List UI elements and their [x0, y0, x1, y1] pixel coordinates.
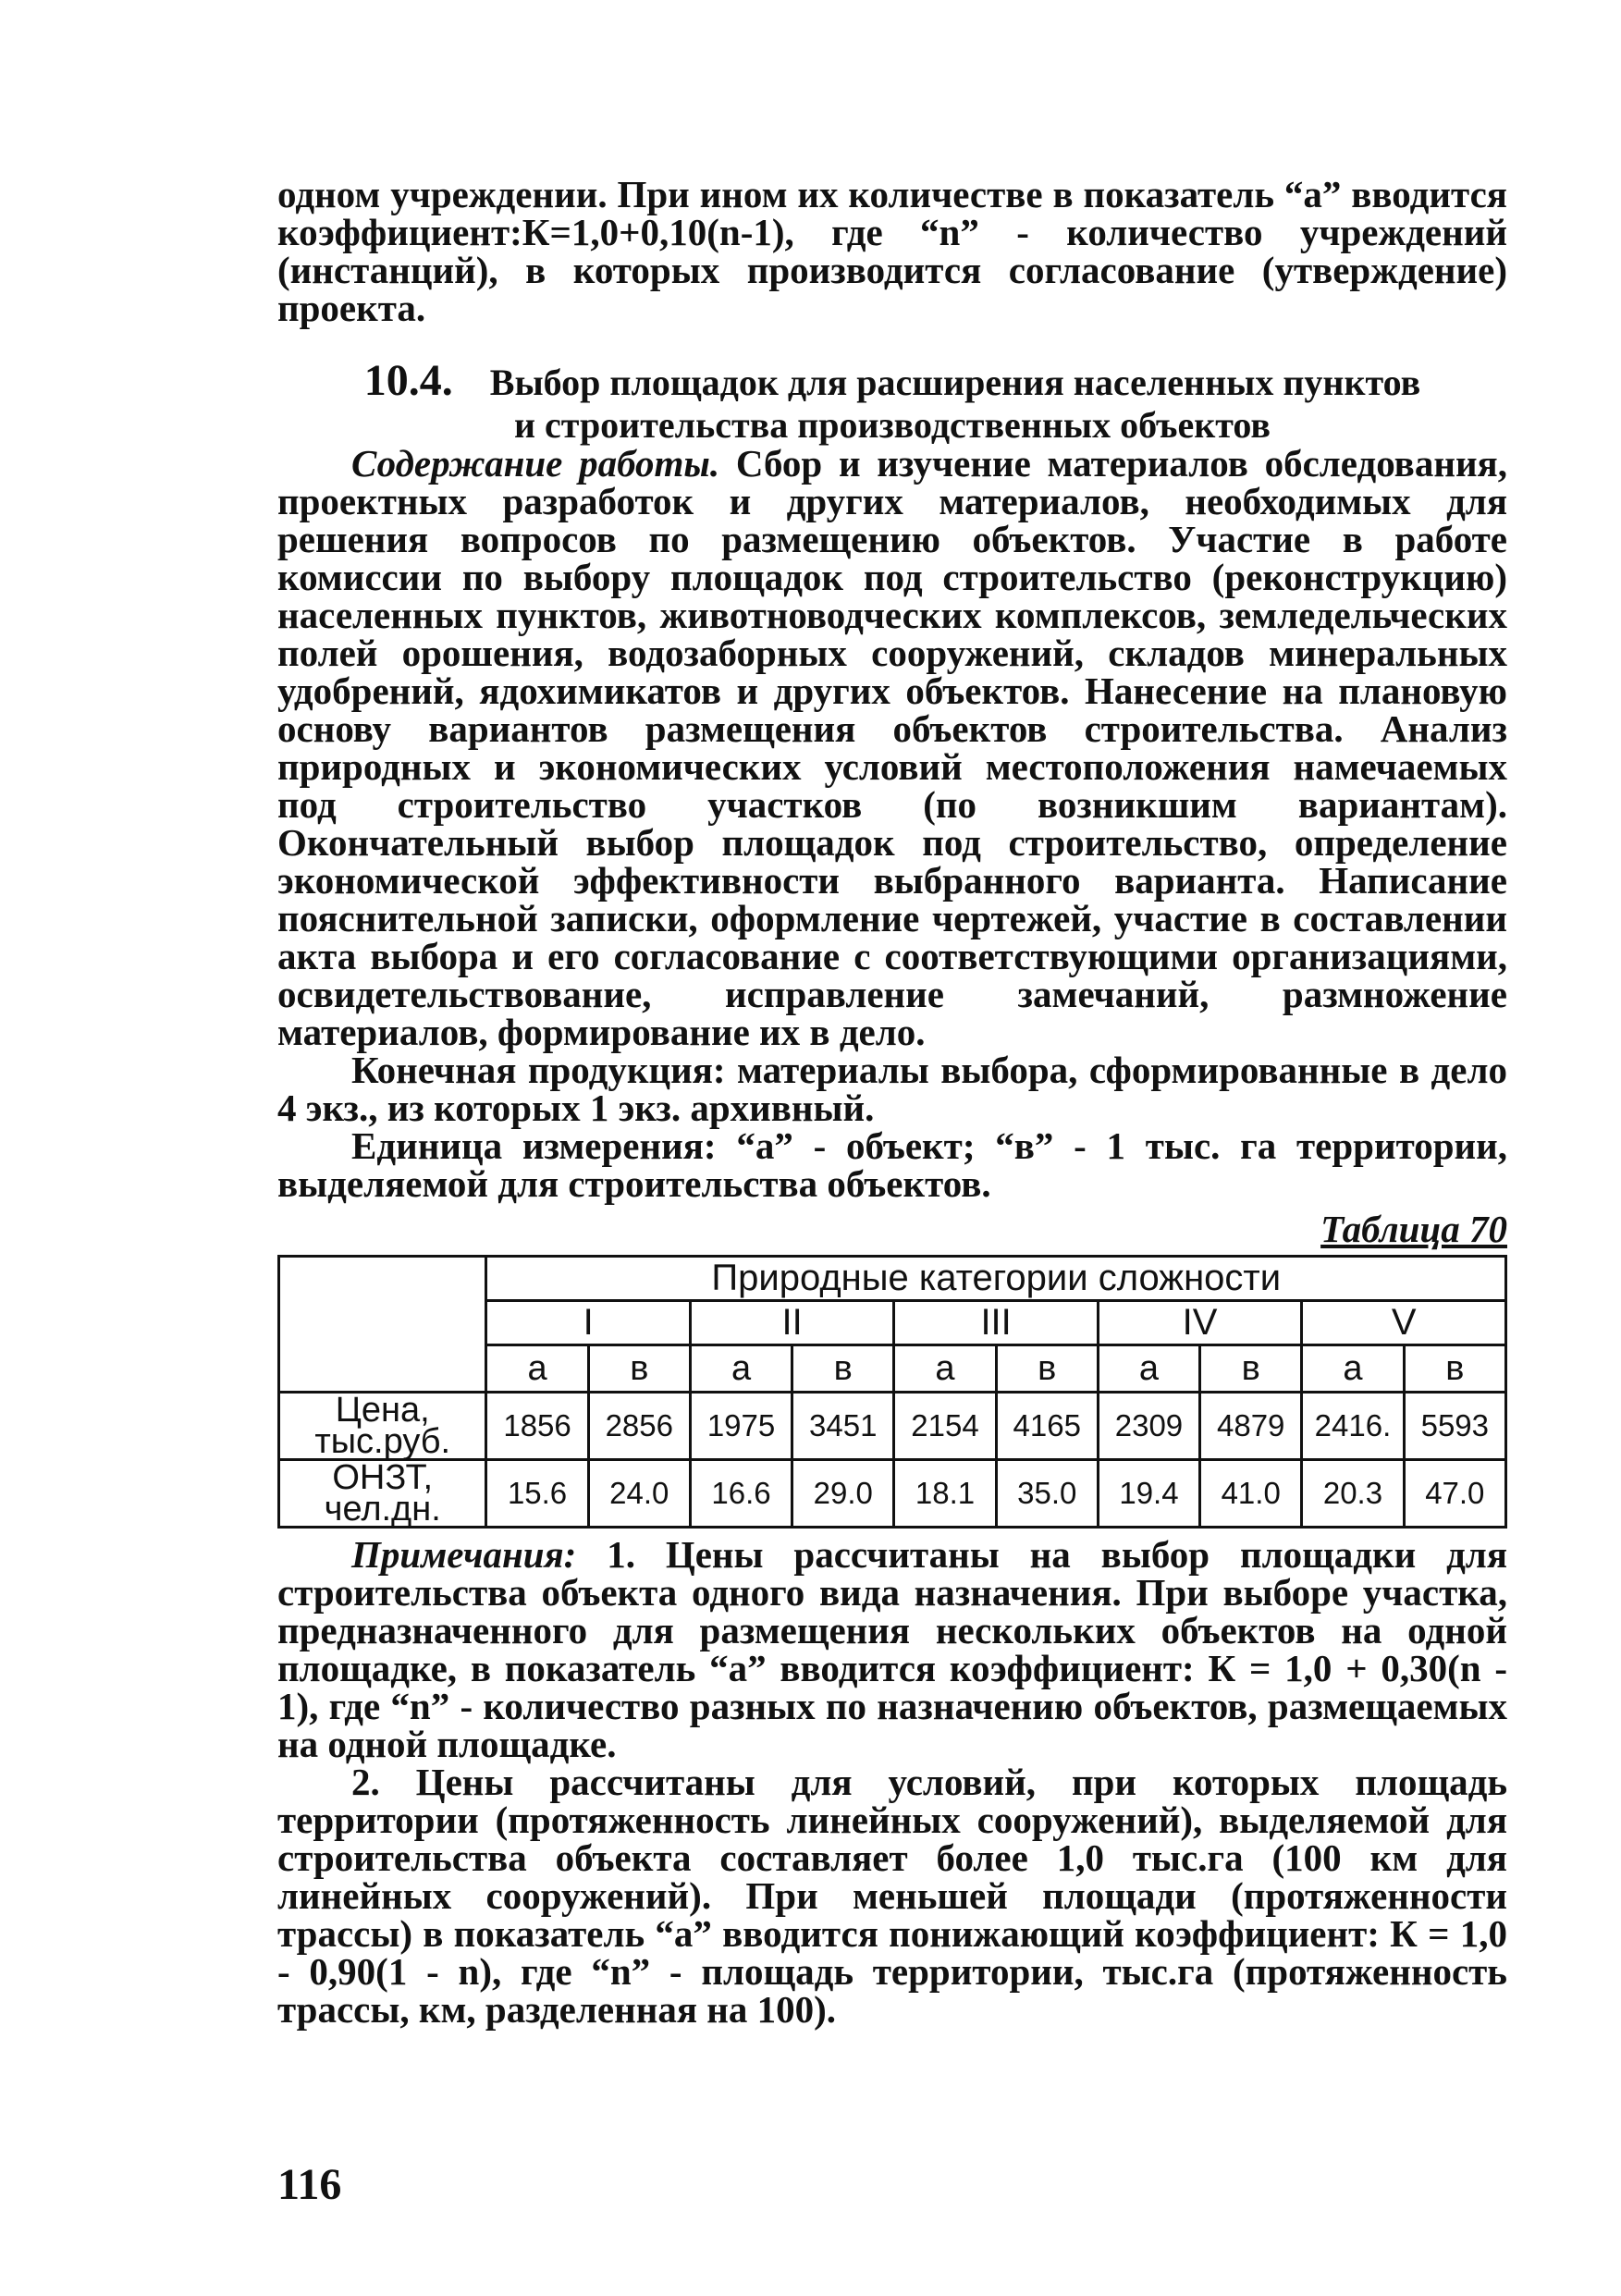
table-cell: 2856 — [588, 1393, 690, 1460]
note-2: 2. Цены рассчитаны для условий, при которых площадь территории (протяженность линейных сооружений), выделяемой для строительства объекта составляет более 1,0 тыс.га (100 км для линейных сооружений). При меньшей площади (протяженности трассы) в показатель “а” вводится понижающий коэффициент: К = 1,0 - 0,90(1 - n), где “n” - площадь территории, тыс.га (протяженность трассы, км, разделенная на 100). — [277, 1761, 1507, 2031]
table-cell: 47.0 — [1404, 1460, 1505, 1528]
subheader-a: а — [1098, 1345, 1199, 1393]
subheader-v: в — [588, 1345, 690, 1393]
subheader-a: а — [486, 1345, 588, 1393]
row-label-labor: ОНЗТ, чел.дн. — [279, 1460, 486, 1528]
price-table — [277, 1255, 1507, 1529]
notes-label: Примечания: — [351, 1533, 577, 1576]
note-1: Примечания: 1. Цены рассчитаны на выбор площадки для строительства объекта одного вида назначения. При выборе участка, предназначенного для размещения нескольких объектов на одной площадке, в показатель “а” вводится коэффициент: К = 1,0 + 0,30(n - 1), где “n” - количество разных по назначению объектов, размещаемых на одной площадке. — [277, 1533, 1507, 1765]
subheader-v: в — [792, 1345, 894, 1393]
table-cell: 15.6 — [486, 1460, 588, 1528]
category-header: III — [894, 1301, 1098, 1345]
table-cell: 5593 — [1404, 1393, 1505, 1460]
table-cell: 4879 — [1200, 1393, 1302, 1460]
subheader-v: в — [1404, 1345, 1505, 1393]
table-cell: 24.0 — [588, 1460, 690, 1528]
table-cell: 29.0 — [792, 1460, 894, 1528]
subheader-a: а — [894, 1345, 996, 1393]
subheader-a: а — [690, 1345, 792, 1393]
content-text: Сбор и изучение материалов обследования, проектных разработок и других материалов, необходимых для решения вопросов по размещению объектов. Участие в работе комиссии по выбору площадок под строительство (реконструкцию) населенных пунктов, животноводческих комплексов, земледельческих полей орошения, водозаборных сооружений, складов минеральных удобрений, ядохимикатов и других объектов. Нанесение на плановую основу вариантов размещения объектов строительства. Анализ природных и экономических условий местоположения намечаемых под строительство участков (по возникшим вариантам). Окончательный выбор площадок под строительство, определение экономической эффективности выбранного варианта. Написание пояснительной записки, оформление чертежей, участие в составлении акта выбора и его согласование с соответствующими организациями, освидетельствование, исправление замечаний, размножение материалов, формирование их в дело. — [277, 442, 1507, 1053]
table-cell: 3451 — [792, 1393, 894, 1460]
category-header: II — [690, 1301, 893, 1345]
table-cell: 18.1 — [894, 1460, 996, 1528]
table-cell: 1975 — [690, 1393, 792, 1460]
table-cell: 41.0 — [1200, 1460, 1302, 1528]
table-corner-cell — [279, 1257, 486, 1393]
row-label-price: Цена, тыс.руб. — [279, 1393, 486, 1460]
section-heading — [277, 355, 1507, 445]
table-cell: 35.0 — [996, 1460, 1098, 1528]
table-cell: 2416. — [1302, 1393, 1404, 1460]
page-content — [277, 173, 1507, 2031]
table-row — [279, 1460, 1506, 1528]
table-cell: 16.6 — [690, 1460, 792, 1528]
subheader-v: в — [996, 1345, 1098, 1393]
table-cell: 1856 — [486, 1393, 588, 1460]
category-header: I — [486, 1301, 690, 1345]
table-caption: Таблица 70 — [1320, 1208, 1507, 1250]
table-cell: 2309 — [1098, 1393, 1199, 1460]
table-header: Природные категории сложности — [486, 1257, 1506, 1301]
unit-paragraph: Единица измерения: “а” - объект; “в” - 1 тыс. га территории, выделяемой для строительства объектов. — [277, 1124, 1507, 1205]
subheader-a: а — [1302, 1345, 1404, 1393]
page-number: 116 — [277, 2160, 342, 2209]
section-title-line1: Выбор площадок для расширения населенных пунктов — [489, 362, 1421, 403]
intro-paragraph: одном учреждении. При ином их количестве в показатель “а” вводится коэффициент:К=1,0+0,10(n-1), где “n” - количество учреждений (инстанций), в которых производится согласование (утверждение) проекта. — [277, 173, 1507, 329]
table-cell: 4165 — [996, 1393, 1098, 1460]
subheader-v: в — [1200, 1345, 1302, 1393]
table-row — [279, 1393, 1506, 1460]
final-product-paragraph: Конечная продукция: материалы выбора, сформированные в дело 4 экз., из которых 1 экз. архивный. — [277, 1049, 1507, 1129]
notes — [277, 1533, 1507, 2031]
table-cell: 20.3 — [1302, 1460, 1404, 1528]
content-paragraph — [277, 442, 1507, 1053]
table-cell: 2154 — [894, 1393, 996, 1460]
content-label: Содержание работы. — [351, 442, 720, 485]
category-header: V — [1302, 1301, 1506, 1345]
section-number: 10.4. — [363, 356, 453, 405]
table-cell: 19.4 — [1098, 1460, 1199, 1528]
section-title-line2: и строительства производственных объектов — [514, 404, 1271, 446]
category-header: IV — [1098, 1301, 1301, 1345]
